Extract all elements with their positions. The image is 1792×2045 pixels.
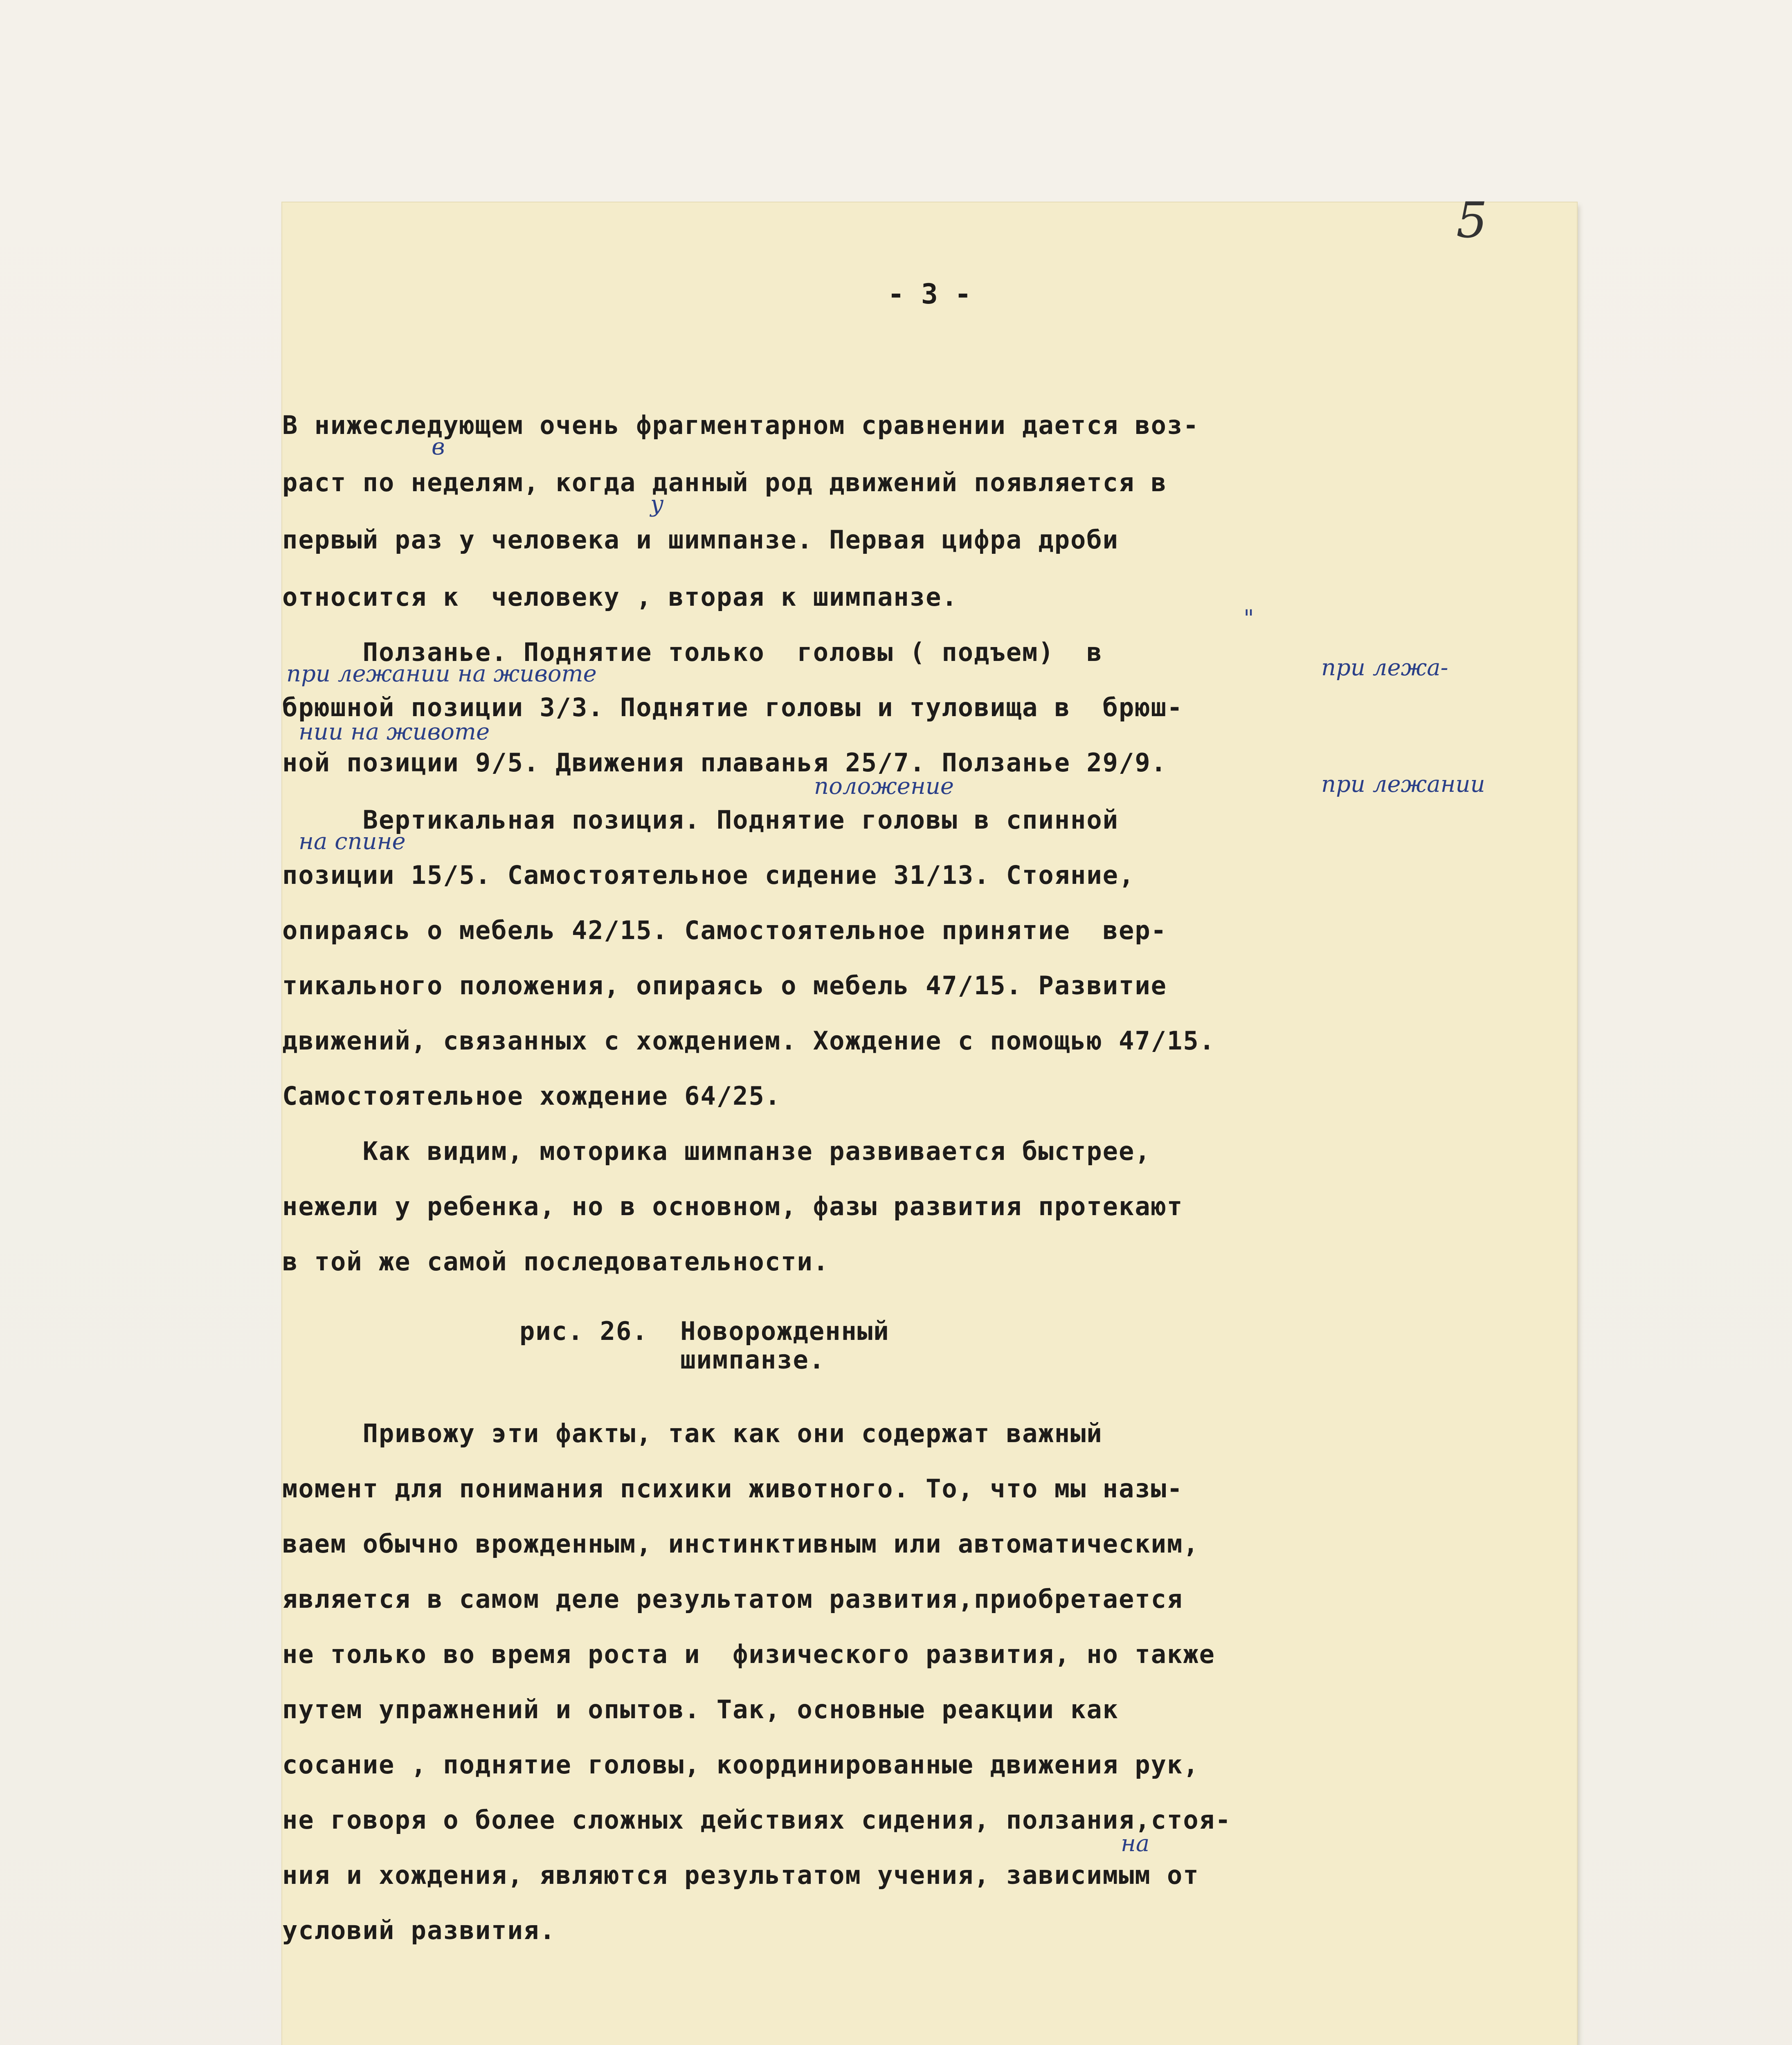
paragraph-3-line-3: опираясь о мебель 42/15. Самостоятельное принятие вер- — [282, 915, 1167, 945]
annotation-pri-lezhanii-na-zhivote: при лежании на животе — [286, 661, 597, 687]
annotation-pri-lezha: при лежа- — [1321, 654, 1448, 681]
paragraph-5-line-2: момент для понимания психики животного. То, что мы назы- — [282, 1474, 1183, 1503]
annotation-nii-na-zhivote: нии на животе — [299, 719, 490, 745]
paragraph-3-line-4: тикального положения, опираясь о мебель 47/15. Развитие — [282, 971, 1167, 1000]
paragraph-4-line-1: Как видим, моторика шимпанзе развивается быстрее, — [282, 1136, 1151, 1166]
paragraph-5-line-5: не только во время роста и физического развития, но также — [282, 1639, 1215, 1669]
paragraph-5-line-10: условий развития. — [282, 1915, 556, 1945]
paragraph-3-line-1: Вертикальная позиция. Поднятие головы в спинной — [282, 805, 1119, 835]
paragraph-3-line-6: Самостоятельное хождение 64/25. — [282, 1081, 781, 1111]
handwritten-page-number: 5 — [1456, 192, 1488, 249]
paragraph-1-line-3: первый раз у человека и шимпанзе. Первая цифра дроби — [282, 525, 1119, 555]
paragraph-5-line-9: ния и хождения, являются результатом учения, зависимым от — [282, 1860, 1199, 1890]
annotation-pri-lezhanii: при лежании — [1321, 771, 1485, 798]
paragraph-5-line-6: путем упражнений и опытов. Так, основные реакции как — [282, 1694, 1119, 1724]
annotation-na: на — [1121, 1830, 1150, 1857]
typed-page-number: - 3 - — [888, 278, 971, 310]
annotation-v: в — [432, 434, 445, 460]
paragraph-3-line-5: движений, связанных с хождением. Хождение с помощью 47/15. — [282, 1026, 1215, 1056]
annotation-na-spine: на спине — [299, 828, 406, 855]
paragraph-5-line-3: ваем обычно врожденным, инстинктивным или автоматическим, — [282, 1529, 1199, 1559]
paragraph-1-line-2: раст по неделям, когда данный род движений появляется в — [282, 467, 1167, 497]
paragraph-2-line-1: Ползанье. Поднятие только головы ( подъем) в — [282, 637, 1103, 667]
figure-caption-line-1: рис. 26. Новорожденный — [519, 1316, 890, 1346]
paragraph-4-line-3: в той же самой последовательности. — [282, 1247, 830, 1276]
paragraph-1-line-1: В нижеследующем очень фрагментарном сравнении дается воз- — [282, 410, 1199, 440]
paragraph-5-line-4: является в самом деле результатом развития,приобретается — [282, 1584, 1183, 1614]
paragraph-5-line-7: сосание , поднятие головы, координированные движения рук, — [282, 1750, 1199, 1780]
figure-caption-line-2: шимпанзе. — [519, 1345, 825, 1375]
paragraph-5-line-8: не говоря о более сложных действиях сидения, ползания,стоя- — [282, 1805, 1232, 1835]
annotation-quote: " — [1243, 605, 1254, 632]
paragraph-2-line-3: ной позиции 9/5. Движения плаванья 25/7. Ползанье 29/9. — [282, 748, 1167, 778]
paragraph-4-line-2: нежели у ребенка, но в основном, фазы развития протекают — [282, 1191, 1183, 1221]
annotation-u: у — [650, 491, 664, 517]
annotation-polozhenie: положение — [814, 773, 954, 800]
paragraph-2-line-2: брюшной позиции 3/3. Поднятие головы и туловища в брюш- — [282, 692, 1183, 722]
paragraph-3-line-2: позиции 15/5. Самостоятельное сидение 31/13. Стояние, — [282, 860, 1135, 890]
document-page — [282, 192, 1577, 2045]
paragraph-5-line-1: Привожу эти факты, так как они содержат важный — [282, 1418, 1103, 1448]
paragraph-1-line-4: относится к человеку , вторая к шимпанзе. — [282, 582, 958, 612]
